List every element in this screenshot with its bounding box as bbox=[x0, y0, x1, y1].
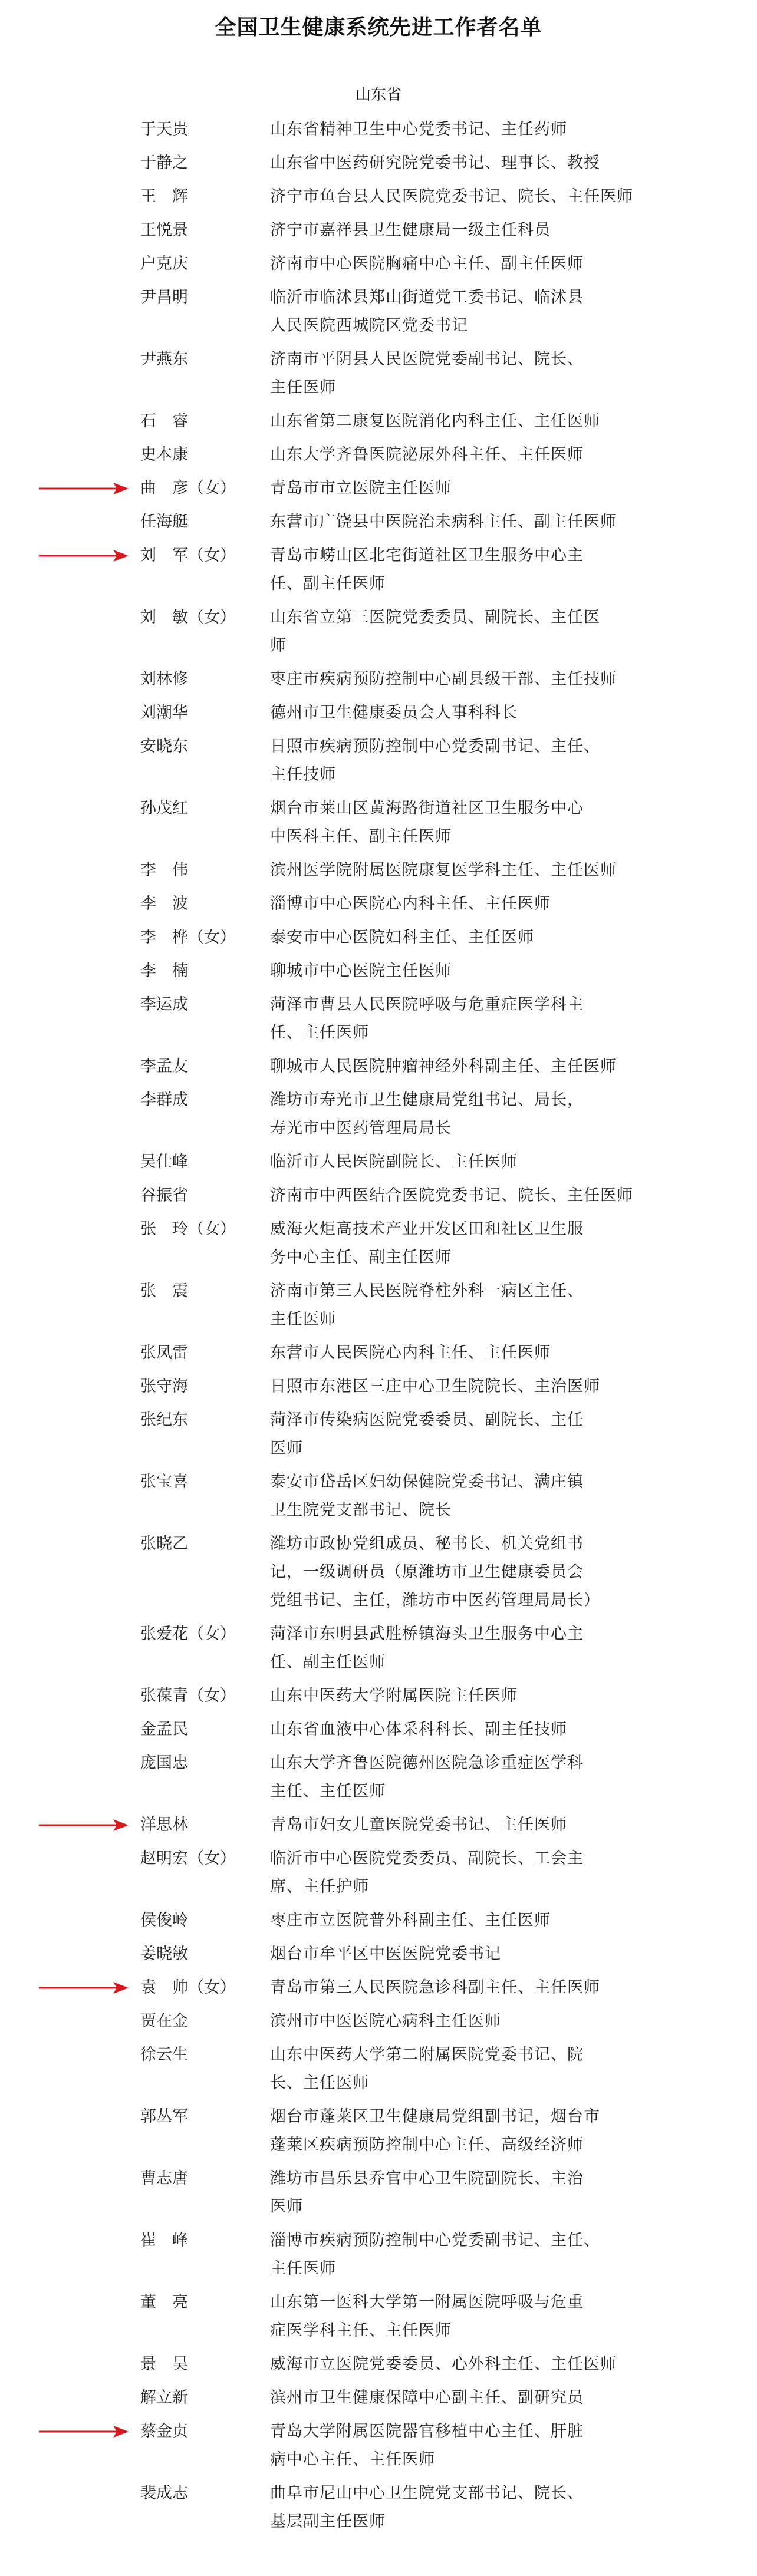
list-item bbox=[0, 794, 757, 856]
position-line: 滨州市卫生健康保障中心副主任、副研究员 bbox=[270, 2389, 584, 2407]
honoree-position bbox=[270, 1053, 647, 1081]
honoree-position bbox=[270, 1086, 647, 1143]
honoree-position bbox=[270, 856, 647, 885]
position-line: 山东大学齐鲁医院泌尿外科主任、主任医师 bbox=[270, 446, 584, 464]
position-line: 山东省第二康复医院消化内科主任、主任医师 bbox=[270, 412, 600, 430]
list-item bbox=[0, 1053, 757, 1086]
list-item bbox=[0, 890, 757, 923]
honoree-position bbox=[270, 2227, 647, 2283]
position-line: 病中心主任、主任医师 bbox=[270, 2450, 435, 2469]
honoree-position bbox=[270, 345, 647, 402]
honoree-name: 户克庆 bbox=[140, 255, 188, 273]
position-line: 青岛大学附属医院器官移植中心主任、肝脏 bbox=[270, 2422, 584, 2440]
honoree-name: 张 震 bbox=[140, 1282, 188, 1300]
list-item bbox=[0, 733, 757, 794]
position-line: 泰安市中心医院妇科主任、主任医师 bbox=[270, 928, 534, 946]
red-arrow-icon bbox=[35, 1978, 130, 1997]
honoree-name: 张凤雷 bbox=[140, 1344, 188, 1362]
position-line: 济宁市鱼台县人民医院党委书记、院长、主任医师 bbox=[270, 187, 633, 206]
province-heading: 山东省 bbox=[355, 86, 401, 104]
honoree-name: 解立新 bbox=[140, 2389, 188, 2407]
position-line: 滨州市中医医院心病科主任医师 bbox=[270, 2012, 501, 2030]
list-item bbox=[0, 699, 757, 733]
position-line: 济南市中西医结合医院党委书记、院长、主任医师 bbox=[270, 1186, 633, 1205]
honoree-position bbox=[270, 508, 647, 536]
list-item bbox=[0, 1749, 757, 1811]
honoree-name: 尹燕东 bbox=[140, 350, 188, 368]
list-item bbox=[0, 1682, 757, 1716]
position-line: 记，一级调研员（原潍坊市卫生健康委员会 bbox=[270, 1563, 584, 1581]
honoree-position bbox=[270, 1974, 647, 2002]
honoree-name: 张 玲（女） bbox=[140, 1220, 236, 1238]
honoree-position bbox=[270, 183, 647, 211]
honoree-name: 张葆青（女） bbox=[140, 1687, 236, 1705]
honoree-list bbox=[0, 116, 757, 2541]
position-line: 山东中医药大学附属医院主任医师 bbox=[270, 1687, 518, 1705]
position-line: 威海市立医院党委委员、心外科主任、主任医师 bbox=[270, 2355, 617, 2373]
honoree-position bbox=[270, 2288, 647, 2345]
honoree-position bbox=[270, 2384, 647, 2412]
list-item bbox=[0, 283, 757, 345]
position-line: 主任、主任医师 bbox=[270, 1782, 386, 1800]
honoree-name: 蔡金贞 bbox=[140, 2422, 188, 2440]
list-item bbox=[0, 508, 757, 542]
honoree-name: 曹志唐 bbox=[140, 2169, 188, 2188]
honoree-name: 李 波 bbox=[140, 895, 188, 913]
honoree-position bbox=[270, 699, 647, 727]
position-line: 聊城市人民医院肿瘤神经外科副主任、主任医师 bbox=[270, 1057, 617, 1076]
honoree-name: 刘 敏（女） bbox=[140, 608, 236, 626]
list-item bbox=[0, 1182, 757, 1215]
position-line: 山东中医药大学第二附属医院党委书记、院 bbox=[270, 2046, 584, 2064]
position-line: 山东省中医药研究院党委书记、理事长、教授 bbox=[270, 154, 600, 172]
position-line: 潍坊市政协党组成员、秘书长、机关党组书 bbox=[270, 1535, 584, 1553]
honoree-position bbox=[270, 957, 647, 985]
honoree-name: 史本康 bbox=[140, 446, 188, 464]
honoree-position bbox=[270, 665, 647, 694]
position-line: 淄博市疾病预防控制中心党委副书记、主任、 bbox=[270, 2231, 600, 2250]
honoree-name: 安晓东 bbox=[140, 737, 188, 756]
honoree-position bbox=[270, 2350, 647, 2379]
red-arrow-icon bbox=[35, 1816, 130, 1835]
list-item bbox=[0, 1215, 757, 1277]
list-item bbox=[0, 856, 757, 890]
position-line: 席、主任护师 bbox=[270, 1878, 369, 1896]
position-line: 山东省血液中心体采科科长、副主任技师 bbox=[270, 1720, 567, 1739]
honoree-name: 吴仕峰 bbox=[140, 1153, 188, 1171]
position-line: 东营市广饶县中医院治未病科主任、副主任医师 bbox=[270, 513, 617, 531]
list-item bbox=[0, 216, 757, 250]
list-item bbox=[0, 345, 757, 407]
position-line: 医师 bbox=[270, 2198, 303, 2216]
honoree-position bbox=[270, 283, 647, 340]
list-item bbox=[0, 183, 757, 216]
list-item bbox=[0, 250, 757, 283]
position-line: 菏泽市传染病医院党委委员、副院长、主任 bbox=[270, 1411, 584, 1429]
list-item bbox=[0, 1148, 757, 1182]
position-line: 枣庄市疾病预防控制中心副县级干部、主任技师 bbox=[270, 670, 617, 688]
position-line: 青岛市市立医院主任医师 bbox=[270, 479, 452, 497]
honoree-name: 袁 帅（女） bbox=[140, 1978, 236, 1997]
honoree-name: 赵明宏（女） bbox=[140, 1849, 236, 1868]
honoree-position bbox=[270, 216, 647, 245]
honoree-name: 李群成 bbox=[140, 1091, 188, 1109]
position-line: 潍坊市昌乐县乔官中心卫生院副院长、主治 bbox=[270, 2169, 584, 2188]
list-item bbox=[0, 665, 757, 699]
position-line: 潍坊市寿光市卫生健康局党组书记、局长， bbox=[270, 1091, 584, 1109]
position-line: 济南市平阴县人民医院党委副书记、院长、 bbox=[270, 350, 584, 368]
honoree-name: 庞国忠 bbox=[140, 1754, 188, 1772]
honoree-position bbox=[270, 1716, 647, 1744]
honoree-position bbox=[270, 2417, 647, 2474]
honoree-position bbox=[270, 1406, 647, 1463]
honoree-position bbox=[270, 890, 647, 918]
position-line: 蓬莱区疾病预防控制中心主任、高级经济师 bbox=[270, 2136, 584, 2154]
position-line: 济南市第三人民医院脊柱外科一病区主任、 bbox=[270, 1282, 584, 1300]
list-item bbox=[0, 1940, 757, 1974]
honoree-position bbox=[270, 1682, 647, 1710]
honoree-position bbox=[270, 1277, 647, 1334]
honoree-name: 金孟民 bbox=[140, 1720, 188, 1739]
honoree-position bbox=[270, 250, 647, 278]
honoree-name: 于天贵 bbox=[140, 120, 188, 138]
honoree-position bbox=[270, 542, 647, 598]
honoree-name: 石 睿 bbox=[140, 412, 188, 430]
position-line: 任、主任医师 bbox=[270, 1024, 369, 1042]
honoree-name: 张晓乙 bbox=[140, 1535, 188, 1553]
position-line: 枣庄市立医院普外科副主任、主任医师 bbox=[270, 1911, 551, 1929]
honoree-name: 景 昊 bbox=[140, 2355, 188, 2373]
honoree-position bbox=[270, 116, 647, 144]
list-item bbox=[0, 2350, 757, 2384]
list-item bbox=[0, 1406, 757, 1468]
honoree-position bbox=[270, 1339, 647, 1367]
honoree-name: 王悦景 bbox=[140, 221, 188, 239]
honoree-position bbox=[270, 1907, 647, 1935]
list-item bbox=[0, 1277, 757, 1339]
honoree-position bbox=[270, 1373, 647, 1401]
position-line: 日照市疾病预防控制中心党委副书记、主任、 bbox=[270, 737, 600, 756]
list-item bbox=[0, 2479, 757, 2541]
position-line: 师 bbox=[270, 636, 287, 655]
position-line: 德州市卫生健康委员会人事科科长 bbox=[270, 704, 518, 722]
list-item bbox=[0, 1468, 757, 1530]
red-arrow-icon bbox=[35, 2422, 130, 2441]
honoree-name: 孙茂红 bbox=[140, 799, 188, 817]
position-line: 任、副主任医师 bbox=[270, 575, 386, 593]
list-item bbox=[0, 991, 757, 1053]
honoree-position bbox=[270, 923, 647, 952]
list-item bbox=[0, 2288, 757, 2350]
position-line: 济宁市嘉祥县卫生健康局一级主任科员 bbox=[270, 221, 551, 239]
honoree-name: 董 亮 bbox=[140, 2293, 188, 2311]
list-item bbox=[0, 1811, 757, 1845]
position-line: 青岛市崂山区北宅街道社区卫生服务中心主 bbox=[270, 546, 584, 565]
position-line: 济南市中心医院胸痛中心主任、副主任医师 bbox=[270, 255, 584, 273]
honoree-position bbox=[270, 1811, 647, 1839]
list-item bbox=[0, 2165, 757, 2227]
honoree-name: 曲 彦（女） bbox=[140, 479, 236, 497]
honoree-name: 李孟友 bbox=[140, 1057, 188, 1076]
honoree-position bbox=[270, 1845, 647, 1901]
honoree-name: 李运成 bbox=[140, 995, 188, 1014]
list-item bbox=[0, 2103, 757, 2165]
honoree-position bbox=[270, 1468, 647, 1525]
honoree-name: 贾在金 bbox=[140, 2012, 188, 2030]
honoree-position bbox=[270, 991, 647, 1047]
honoree-position bbox=[270, 1749, 647, 1806]
position-line: 烟台市莱山区黄海路街道社区卫生服务中心 bbox=[270, 799, 584, 817]
honoree-name: 张宝喜 bbox=[140, 1473, 188, 1491]
honoree-name: 刘 军（女） bbox=[140, 546, 236, 565]
position-line: 青岛市妇女儿童医院党委书记、主任医师 bbox=[270, 1816, 567, 1834]
position-line: 山东大学齐鲁医院德州医院急诊重症医学科 bbox=[270, 1754, 584, 1772]
honoree-name: 张爱花（女） bbox=[140, 1625, 236, 1643]
position-line: 菏泽市东明县武胜桥镇海头卫生服务中心主 bbox=[270, 1625, 584, 1643]
honoree-position bbox=[270, 149, 647, 177]
list-item bbox=[0, 542, 757, 603]
honoree-position bbox=[270, 1148, 647, 1176]
list-item bbox=[0, 2384, 757, 2417]
position-line: 主任医师 bbox=[270, 378, 336, 397]
list-item bbox=[0, 1620, 757, 1682]
list-item bbox=[0, 1373, 757, 1406]
position-line: 山东省立第三医院党委委员、副院长、主任医 bbox=[270, 608, 600, 626]
list-item bbox=[0, 1716, 757, 1749]
list-item bbox=[0, 1974, 757, 2007]
honoree-position bbox=[270, 2479, 647, 2536]
honoree-name: 于静之 bbox=[140, 154, 188, 172]
honoree-name: 刘林修 bbox=[140, 670, 188, 688]
list-item bbox=[0, 2007, 757, 2041]
position-line: 青岛市第三人民医院急诊科副主任、主任医师 bbox=[270, 1978, 600, 1997]
honoree-name: 李 楠 bbox=[140, 962, 188, 980]
position-line: 临沂市人民医院副院长、主任医师 bbox=[270, 1153, 518, 1171]
position-line: 烟台市蓬莱区卫生健康局党组副书记，烟台市 bbox=[270, 2107, 600, 2126]
honoree-name: 姜晓敏 bbox=[140, 1945, 188, 1963]
position-line: 曲阜市尼山中心卫生院党支部书记、院长、 bbox=[270, 2484, 584, 2502]
honoree-position bbox=[270, 2103, 647, 2159]
honoree-name: 李 伟 bbox=[140, 861, 188, 879]
honoree-name: 李 桦（女） bbox=[140, 928, 236, 946]
honoree-position bbox=[270, 1215, 647, 1272]
honoree-position bbox=[270, 2007, 647, 2036]
list-item bbox=[0, 1086, 757, 1148]
honoree-position bbox=[270, 794, 647, 851]
position-line: 主任技师 bbox=[270, 766, 336, 784]
position-line: 聊城市中心医院主任医师 bbox=[270, 962, 452, 980]
honoree-name: 崔 峰 bbox=[140, 2231, 188, 2250]
red-arrow-icon bbox=[35, 479, 130, 498]
red-arrow-icon bbox=[35, 546, 130, 565]
list-item bbox=[0, 603, 757, 665]
honoree-position bbox=[270, 733, 647, 789]
honoree-name: 洋思林 bbox=[140, 1816, 188, 1834]
honoree-position bbox=[270, 1620, 647, 1677]
position-line: 症医学科主任、主任医师 bbox=[270, 2321, 452, 2340]
position-line: 中医科主任、副主任医师 bbox=[270, 827, 452, 846]
position-line: 主任医师 bbox=[270, 2260, 336, 2278]
document-title: 全国卫生健康系统先进工作者名单 bbox=[215, 15, 542, 39]
honoree-position bbox=[270, 1940, 647, 1968]
list-item bbox=[0, 1845, 757, 1907]
position-line: 菏泽市曹县人民医院呼吸与危重症医学科主 bbox=[270, 995, 584, 1014]
honoree-name: 张纪东 bbox=[140, 1411, 188, 1429]
position-line: 泰安市岱岳区妇幼保健院党委书记、满庄镇 bbox=[270, 1473, 584, 1491]
list-item bbox=[0, 116, 757, 149]
list-item bbox=[0, 441, 757, 474]
list-item bbox=[0, 1530, 757, 1620]
position-line: 山东省精神卫生中心党委书记、主任药师 bbox=[270, 120, 567, 138]
honoree-position bbox=[270, 1182, 647, 1210]
position-line: 主任医师 bbox=[270, 1310, 336, 1328]
list-item bbox=[0, 149, 757, 183]
list-item bbox=[0, 2227, 757, 2288]
position-line: 医师 bbox=[270, 1439, 303, 1457]
position-line: 滨州医学院附属医院康复医学科主任、主任医师 bbox=[270, 861, 617, 879]
position-line: 党组书记、主任，潍坊市中医药管理局局长） bbox=[270, 1591, 600, 1609]
position-line: 人民医院西城院区党委书记 bbox=[270, 316, 468, 335]
honoree-name: 王 辉 bbox=[140, 187, 188, 206]
list-item bbox=[0, 407, 757, 441]
honoree-name: 尹昌明 bbox=[140, 288, 188, 306]
honoree-position bbox=[270, 603, 647, 660]
position-line: 威海火炬高技术产业开发区田和社区卫生服 bbox=[270, 1220, 584, 1238]
list-item bbox=[0, 923, 757, 957]
position-line: 山东第一医科大学第一附属医院呼吸与危重 bbox=[270, 2293, 584, 2311]
honoree-position bbox=[270, 2041, 647, 2097]
position-line: 淄博市中心医院心内科主任、主任医师 bbox=[270, 895, 551, 913]
position-line: 任、副主任医师 bbox=[270, 1653, 386, 1671]
position-line: 临沂市中心医院党委委员、副院长、工会主 bbox=[270, 1849, 584, 1868]
list-item bbox=[0, 474, 757, 508]
honoree-position bbox=[270, 407, 647, 436]
honoree-name: 郭丛军 bbox=[140, 2107, 188, 2126]
position-line: 寿光市中医药管理局局长 bbox=[270, 1119, 452, 1137]
list-item bbox=[0, 1907, 757, 1940]
honoree-name: 徐云生 bbox=[140, 2046, 188, 2064]
honoree-name: 谷振省 bbox=[140, 1186, 188, 1205]
position-line: 卫生院党支部书记、院长 bbox=[270, 1501, 452, 1519]
position-line: 临沂市临沭县郑山街道党工委书记、临沭县 bbox=[270, 288, 584, 306]
position-line: 基层副主任医师 bbox=[270, 2512, 386, 2531]
position-line: 长、主任医师 bbox=[270, 2074, 369, 2092]
honoree-name: 张守海 bbox=[140, 1377, 188, 1396]
position-line: 日照市东港区三庄中心卫生院院长、主治医师 bbox=[270, 1377, 600, 1396]
honoree-position bbox=[270, 441, 647, 469]
list-item bbox=[0, 2041, 757, 2103]
honoree-name: 刘潮华 bbox=[140, 704, 188, 722]
honoree-position bbox=[270, 2165, 647, 2221]
list-item bbox=[0, 1339, 757, 1373]
position-line: 务中心主任、副主任医师 bbox=[270, 1248, 452, 1266]
honoree-position bbox=[270, 1530, 647, 1615]
list-item bbox=[0, 2417, 757, 2479]
honoree-name: 裴成志 bbox=[140, 2484, 188, 2502]
honoree-position bbox=[270, 474, 647, 503]
list-item bbox=[0, 957, 757, 991]
honoree-name: 任海艇 bbox=[140, 513, 188, 531]
position-line: 烟台市牟平区中医医院党委书记 bbox=[270, 1945, 501, 1963]
honoree-name: 侯俊岭 bbox=[140, 1911, 188, 1929]
position-line: 东营市人民医院心内科主任、主任医师 bbox=[270, 1344, 551, 1362]
